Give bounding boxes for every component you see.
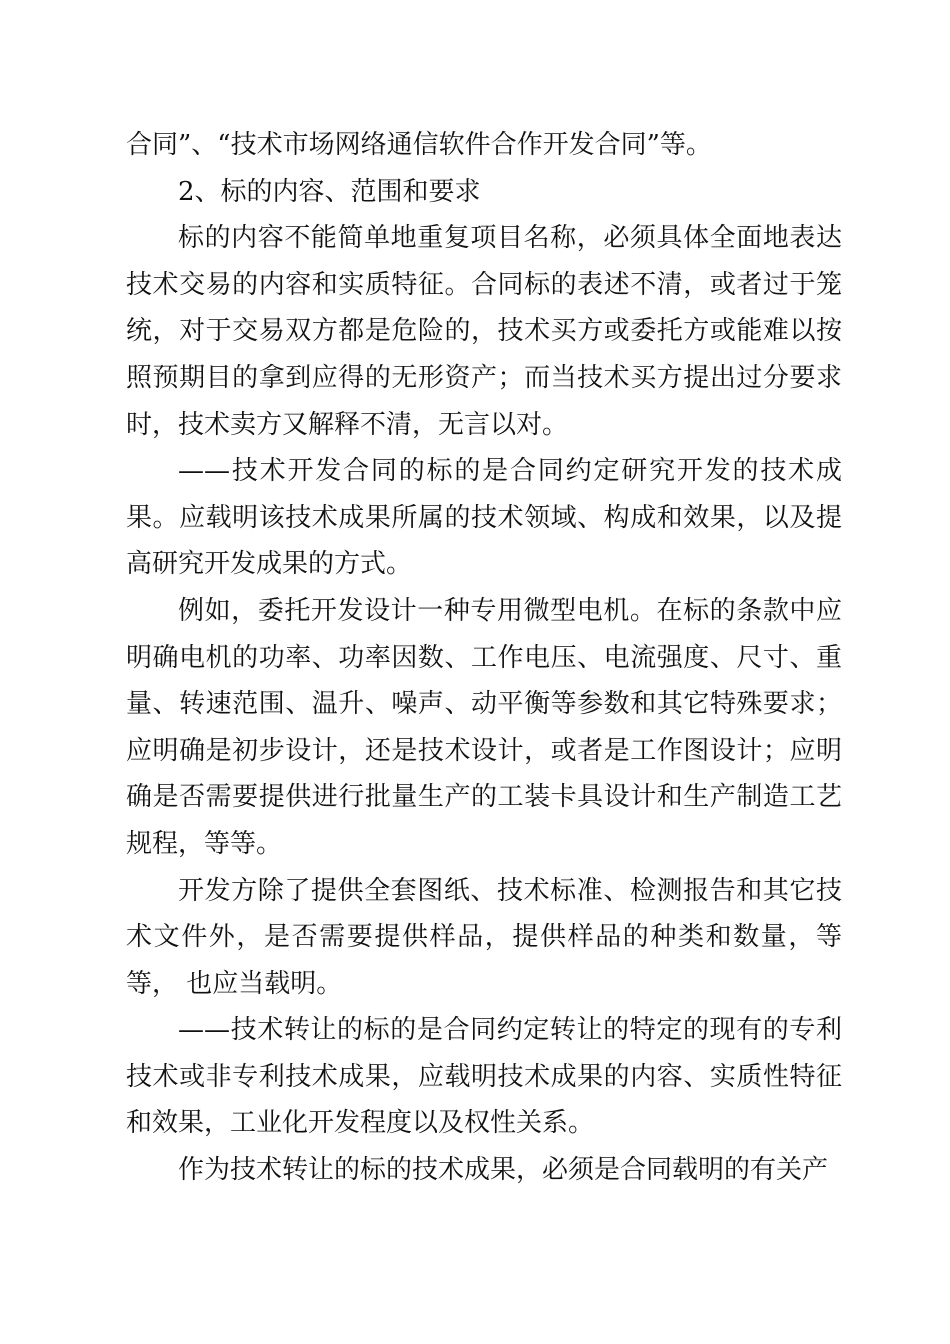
paragraph: 作为技术转让的标的技术成果，必须是合同载明的有关产 [178, 1155, 829, 1186]
document-body [126, 122, 842, 1194]
paragraph: 例如，委托开发设计一种专用微型电机。在标的条款中应明确电机的功率、功率因数、工作电压、电流强度、尺寸、重量、转速范围、温升、噪声、动平衡等参数和其它特殊要求；应明确是初步设计，还是技术设计，或者是工作图设计；应明确是否需要提供进行批量生产的工装卡具设计和生产制造工艺规程，等等。 [126, 595, 842, 859]
paragraph: 标的内容不能简单地重复项目名称，必须具体全面地表达技术交易的内容和实质特征。合同标的表述不清，或者过于笼统，对于交易双方都是危险的，技术买方或委托方或能难以按照预期目的拿到应得的无形资产；而当技术买方提出过分要求时，技术卖方又解释不清，无言以对。 [126, 223, 842, 440]
paragraph: ——技术开发合同的标的是合同约定研究开发的技术成果。应载明该技术成果所属的技术领域、构成和效果，以及提高研究开发成果的方式。 [126, 456, 842, 580]
paragraph: ——技术转让的标的是合同约定转让的特定的现有的专利技术或非专利技术成果，应载明技术成果的内容、实质性特征和效果，工业化开发程度以及权性关系。 [126, 1015, 842, 1139]
paragraph-continuation: 合同”、“技术市场网络通信软件合作开发合同”等。 [126, 130, 712, 160]
section-heading: 2、标的内容、范围和要求 [178, 176, 481, 207]
paragraph: 开发方除了提供全套图纸、技术标准、检测报告和其它技术文件外，是否需要提供样品，提供样品的种类和数量，等等， 也应当载明。 [126, 875, 842, 999]
